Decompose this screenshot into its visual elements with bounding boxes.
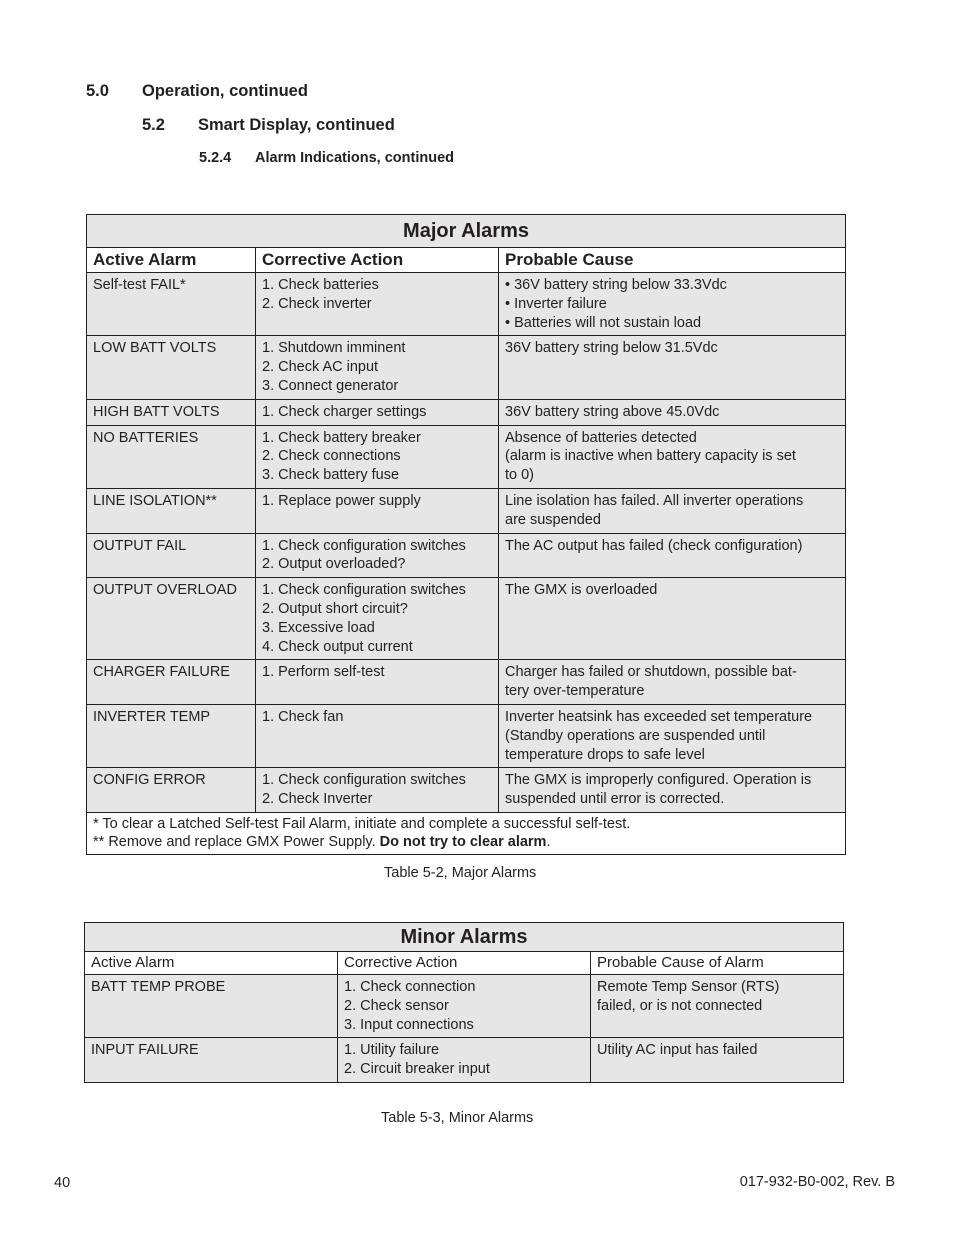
- cell-active-alarm: [87, 399, 256, 425]
- section-heading: [86, 82, 308, 101]
- cell-active-alarm: [85, 1038, 338, 1083]
- table-row: [87, 578, 846, 660]
- footnote-suffix: .: [546, 834, 551, 851]
- cell-corrective-action: [256, 336, 499, 399]
- cell-corrective-action: [256, 273, 499, 336]
- cell-active-alarm: [87, 273, 256, 336]
- cause-line: Charger has failed or shutdown, possible bat-: [505, 664, 797, 681]
- action-step: 1. Check configuration switches: [262, 772, 466, 789]
- cause-line: (Standby operations are suspended until: [505, 727, 766, 744]
- table-row: [87, 488, 846, 533]
- cause-line: • Inverter failure: [505, 295, 607, 312]
- column-header-corrective-action: Corrective Action: [338, 952, 591, 975]
- cause-line: (alarm is inactive when battery capacity is set: [505, 448, 796, 465]
- cell-probable-cause: [591, 1038, 844, 1083]
- cell-active-alarm: [87, 533, 256, 578]
- footnote-line-isolation: [93, 833, 839, 852]
- cause-line: 36V battery string above 45.0Vdc: [505, 403, 720, 420]
- table-row: [87, 273, 846, 336]
- cell-active-alarm: [87, 488, 256, 533]
- cause-line: Utility AC input has failed: [597, 1042, 758, 1059]
- cell-corrective-action: [256, 578, 499, 660]
- cell-corrective-action: [256, 768, 499, 813]
- subsection-number: 5.2: [142, 116, 165, 134]
- cell-probable-cause: [499, 660, 846, 705]
- alarm-name: OUTPUT FAIL: [93, 537, 187, 554]
- action-step: 3. Check battery fuse: [262, 467, 400, 484]
- cause-line: Remote Temp Sensor (RTS): [597, 979, 780, 995]
- cell-probable-cause: [499, 273, 846, 336]
- subsection-heading: [142, 116, 395, 135]
- cell-corrective-action: [338, 1038, 591, 1083]
- cell-corrective-action: [338, 975, 591, 1038]
- alarm-name: Self-test FAIL*: [93, 277, 186, 293]
- footnote-warning: Do not try to clear alarm: [379, 834, 547, 851]
- section-number: 5.0: [86, 82, 109, 100]
- cell-probable-cause: [499, 533, 846, 578]
- column-header-probable-cause: Probable Cause: [499, 248, 846, 273]
- action-step: 4. Check output current: [262, 638, 413, 655]
- cell-probable-cause: [499, 704, 846, 767]
- cause-line: Absence of batteries detected: [505, 429, 697, 446]
- cell-corrective-action: [256, 399, 499, 425]
- column-header-active-alarm: Active Alarm: [85, 952, 338, 975]
- table-row: [87, 533, 846, 578]
- cell-active-alarm: [87, 425, 256, 488]
- alarm-name: INPUT FAILURE: [91, 1042, 199, 1059]
- cause-line: • Batteries will not sustain load: [505, 314, 702, 331]
- cause-line: 36V battery string below 31.5Vdc: [505, 340, 718, 357]
- cell-probable-cause: [499, 768, 846, 813]
- action-step: 1. Check battery breaker: [262, 429, 421, 446]
- action-step: 1. Check charger settings: [262, 403, 427, 420]
- cause-line: The GMX is improperly configured. Operation is: [505, 772, 812, 789]
- alarm-name: OUTPUT OVERLOAD: [93, 582, 237, 599]
- cell-corrective-action: [256, 488, 499, 533]
- alarm-name: LINE ISOLATION**: [93, 492, 217, 509]
- action-step: 3. Input connections: [344, 1016, 474, 1033]
- action-step: 1. Check batteries: [262, 277, 379, 293]
- cause-line: tery over-temperature: [505, 683, 645, 700]
- cause-line: The AC output has failed (check configuration): [505, 537, 803, 554]
- cause-line: Inverter heatsink has exceeded set temperature: [505, 708, 813, 725]
- action-step: 1. Shutdown imminent: [262, 340, 406, 357]
- table-row: [85, 1038, 844, 1083]
- action-step: 2. Circuit breaker input: [344, 1061, 490, 1078]
- action-step: 1. Perform self-test: [262, 664, 385, 681]
- subsection-title: Smart Display, continued: [198, 116, 395, 134]
- alarm-name: LOW BATT VOLTS: [93, 340, 217, 357]
- table-row: [87, 399, 846, 425]
- cell-corrective-action: [256, 660, 499, 705]
- action-step: 2. Output overloaded?: [262, 556, 406, 573]
- action-step: 2. Check connections: [262, 448, 401, 465]
- cell-corrective-action: [256, 704, 499, 767]
- cell-active-alarm: [87, 336, 256, 399]
- table-row: [87, 336, 846, 399]
- action-step: 2. Output short circuit?: [262, 600, 408, 617]
- cause-line: are suspended: [505, 511, 601, 528]
- section-title: Operation, continued: [142, 82, 308, 100]
- cell-corrective-action: [256, 533, 499, 578]
- action-step: 1. Utility failure: [344, 1042, 440, 1059]
- major-alarms-table: [86, 214, 846, 855]
- column-header-probable-cause: Probable Cause of Alarm: [591, 952, 844, 975]
- alarm-name: BATT TEMP PROBE: [91, 979, 226, 995]
- subsubsection-number: 5.2.4: [199, 150, 232, 166]
- cell-probable-cause: [499, 399, 846, 425]
- cause-line: • 36V battery string below 33.3Vdc: [505, 277, 727, 293]
- action-step: 2. Check AC input: [262, 359, 379, 376]
- cell-probable-cause: [499, 578, 846, 660]
- cause-line: temperature drops to safe level: [505, 746, 705, 763]
- alarm-name: HIGH BATT VOLTS: [93, 403, 220, 420]
- minor-table-caption: Table 5-3, Minor Alarms: [381, 1110, 534, 1126]
- cause-line: suspended until error is corrected.: [505, 791, 725, 808]
- minor-alarms-title: Minor Alarms: [85, 923, 844, 952]
- major-footnotes: [87, 812, 846, 854]
- action-step: 2. Check sensor: [344, 997, 449, 1014]
- action-step: 1. Check connection: [344, 979, 476, 995]
- cell-probable-cause: [499, 425, 846, 488]
- cause-line: to 0): [505, 467, 535, 484]
- major-alarms-title: Major Alarms: [87, 215, 846, 248]
- footnote-prefix: ** Remove and replace GMX Power Supply.: [93, 834, 380, 851]
- column-header-active-alarm: Active Alarm: [87, 248, 256, 273]
- cause-line: Line isolation has failed. All inverter operations: [505, 492, 804, 509]
- alarm-name: CONFIG ERROR: [93, 772, 206, 789]
- action-step: 1. Check configuration switches: [262, 537, 466, 554]
- cell-probable-cause: [499, 336, 846, 399]
- page-number: 40: [54, 1175, 71, 1191]
- action-step: 1. Check fan: [262, 708, 344, 725]
- column-header-corrective-action: Corrective Action: [256, 248, 499, 273]
- cell-corrective-action: [256, 425, 499, 488]
- cell-probable-cause: [499, 488, 846, 533]
- cell-active-alarm: [87, 768, 256, 813]
- action-step: 1. Check configuration switches: [262, 582, 466, 599]
- cell-probable-cause: [591, 975, 844, 1038]
- footnote-self-test: * To clear a Latched Self-test Fail Alarm, initiate and complete a successful self-test.: [93, 815, 631, 832]
- alarm-name: INVERTER TEMP: [93, 708, 211, 725]
- cell-active-alarm: [85, 975, 338, 1038]
- table-row: [85, 975, 844, 1038]
- action-step: 2. Check inverter: [262, 295, 372, 312]
- cause-line: The GMX is overloaded: [505, 582, 658, 599]
- cause-line: failed, or is not connected: [597, 997, 763, 1014]
- table-row: [87, 768, 846, 813]
- subsubsection-heading: [199, 150, 454, 166]
- table-row: [87, 704, 846, 767]
- cell-active-alarm: [87, 704, 256, 767]
- alarm-name: NO BATTERIES: [93, 429, 199, 446]
- major-table-caption: Table 5-2, Major Alarms: [384, 865, 537, 881]
- table-row: [87, 660, 846, 705]
- subsubsection-title: Alarm Indications, continued: [255, 150, 454, 166]
- cell-active-alarm: [87, 578, 256, 660]
- action-step: 1. Replace power supply: [262, 492, 421, 509]
- action-step: 3. Excessive load: [262, 619, 375, 636]
- alarm-name: CHARGER FAILURE: [93, 664, 230, 681]
- minor-alarms-table: [84, 922, 844, 1083]
- action-step: 3. Connect generator: [262, 377, 399, 394]
- action-step: 2. Check Inverter: [262, 791, 373, 808]
- table-row: [87, 425, 846, 488]
- document-id: 017-932-B0-002, Rev. B: [739, 1174, 895, 1190]
- cell-active-alarm: [87, 660, 256, 705]
